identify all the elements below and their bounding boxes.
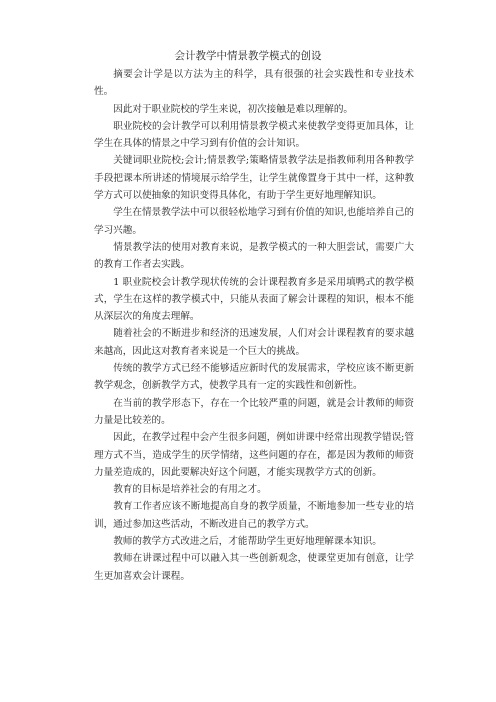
paragraph: 教师在讲课过程中可以融入其一些创新观念，使课堂更加有创意，让学生更加喜欢会计课程。	[94, 553, 414, 582]
paragraph: 职业院校的会计教学可以利用情景教学模式来使教学变得更加具体，让学生在具体的情景之中学习到有价值的会计知识。	[94, 120, 414, 150]
document-body	[94, 66, 414, 585]
paragraph: 教师的教学方式改进之后，才能帮助学生更好地理解课本知识。	[113, 536, 382, 548]
paragraph: 因此，在教学过程中会产生很多问题，例如讲课中经常出现教学错误;管理方式不当，造成学生的厌学情绪，这些问题的存在，都是因为教师的师资力量差造成的，因此要解决好这个问题，才能实现教学方式的创新。	[94, 432, 414, 478]
paragraph: 传统的教学方式已经不能够适应新时代的发展需求，学校应该不断更新教学观念，创新教学方式，使教学具有一定的实践性和创新性。	[94, 363, 414, 392]
paragraph: 教育工作者应该不断地提高自身的教学质量，不断地参加一些专业的培训，通过参加这些活动，不断改进自己的教学方式。	[94, 501, 414, 530]
document-title: 会计教学中情景教学模式的创设	[174, 50, 322, 62]
paragraph-keywords: 关键词职业院校;会计;情景教学;策略情景教学法是指教师利用各种教学手段把课本所讲述的情境展示给学生，让学生就像置身于其中一样，这种教学方式可以使抽象的知识变得具体化，有助于学生更好地理解知识。	[94, 155, 414, 202]
paragraph: 学生在情景教学法中可以很轻松地学习到有价值的知识,也能培养自己的学习兴趣。	[94, 207, 414, 236]
paragraph: 情景教学法的使用对教育来说，是教学模式的一种大胆尝试，需要广大的教育工作者去实践。	[94, 241, 414, 271]
paragraph: 因此对于职业院校的学生来说，初次接触是难以理解的。	[113, 103, 354, 115]
paragraph: 教育的目标是培养社会的有用之才。	[113, 484, 267, 496]
paragraph-abstract: 摘要会计学是以方法为主的科学，具有很强的社会实践性和专业技术性。	[94, 69, 414, 98]
paragraph: 随着社会的不断进步和经济的迅速发展，人们对会计课程教育的要求越来越高，因此这对教育者来说是一个巨大的挑战。	[94, 328, 414, 357]
paragraph: 在当前的教学形态下，存在一个比较严重的问题，就是会计教师的师资力量是比较差的。	[94, 397, 414, 426]
paragraph-section-1: 1 职业院校会计教学现状传统的会计课程教育多是采用填鸭式的教学模式，学生在这样的教学模式中，只能从表面了解会计课程的知识，根本不能从深层次的角度去理解。	[94, 276, 414, 323]
